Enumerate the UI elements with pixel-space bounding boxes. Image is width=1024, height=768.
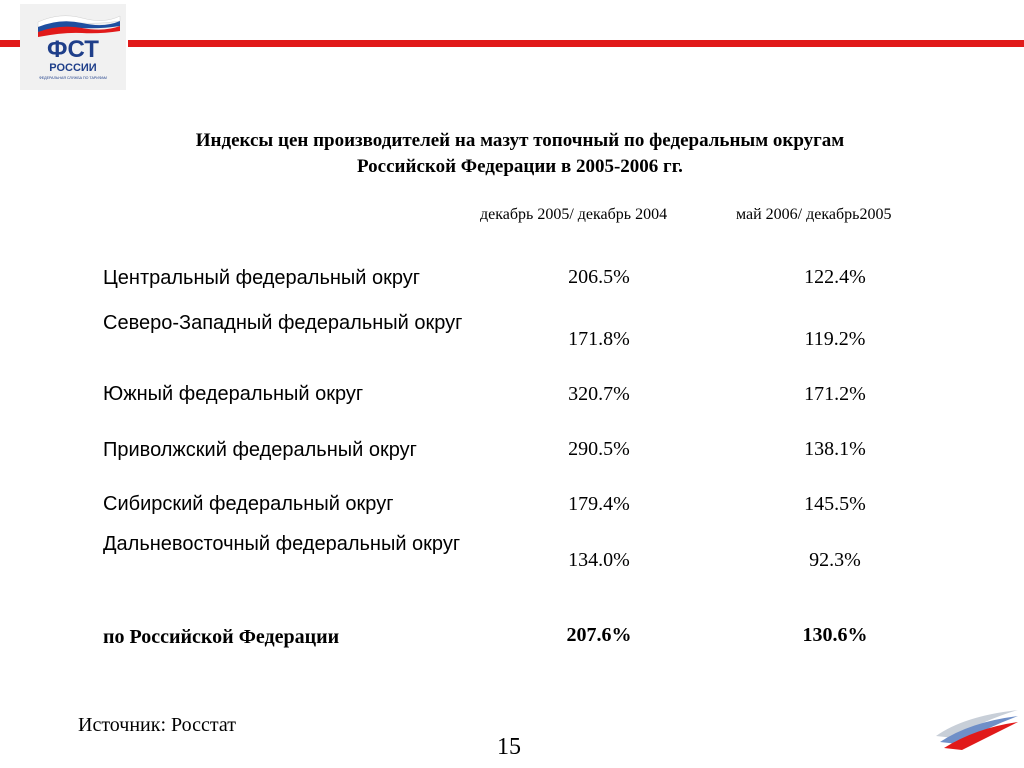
row-value-volga-dec2005: 290.5% [568,438,630,460]
row-value-northwest-may2006: 119.2% [804,328,866,350]
column-header-may2006: май 2006/ декабрь2005 [736,206,892,223]
row-value-central-dec2005: 206.5% [568,266,630,288]
row-value-siberian-may2006: 145.5% [804,493,866,515]
row-value-far-east-may2006: 92.3% [809,549,861,571]
row-value-total-may2006: 130.6% [802,624,868,646]
row-label-south: Южный федеральный округ [103,383,364,405]
row-value-south-dec2005: 320.7% [568,383,630,405]
flag-swoosh-icon [934,706,1020,752]
row-value-south-may2006: 171.2% [804,383,866,405]
logo-tiny-text: ФЕДЕРАЛЬНАЯ СЛУЖБА ПО ТАРИФАМ [39,76,107,80]
slide-title [60,128,980,180]
logo-main-text: ФСТ [47,36,99,63]
title-line-2: Российской Федерации в 2005-2006 гг. [357,156,683,177]
row-value-far-east-dec2005: 134.0% [568,549,630,571]
fst-logo-graphic [20,4,126,90]
row-value-central-may2006: 122.4% [804,266,866,288]
logo-sub-text: РОССИИ [49,62,97,74]
row-label-far-east: Дальневосточный федеральный округ [103,533,461,555]
row-label-northwest: Северо-Западный федеральный округ [103,312,463,334]
header-red-bar-left [0,40,20,47]
header-red-bar [128,40,1024,47]
row-label-volga: Приволжский федеральный округ [103,439,417,461]
row-label-siberian: Сибирский федеральный округ [103,493,394,515]
title-line-1: Индексы цен производителей на мазут топочный по федеральным округам [195,130,845,151]
row-value-northwest-dec2005: 171.8% [568,328,630,350]
page-number: 15 [497,734,521,760]
row-label-total: по Российской Федерации [103,626,340,648]
fst-logo [20,4,126,90]
row-label-central: Центральный федеральный округ [103,267,421,289]
row-value-total-dec2005: 207.6% [566,624,632,646]
column-header-dec2005: декабрь 2005/ декабрь 2004 [480,206,668,223]
source-note: Источник: Росстат [78,714,236,736]
row-value-volga-may2006: 138.1% [804,438,866,460]
row-value-siberian-dec2005: 179.4% [568,493,630,515]
